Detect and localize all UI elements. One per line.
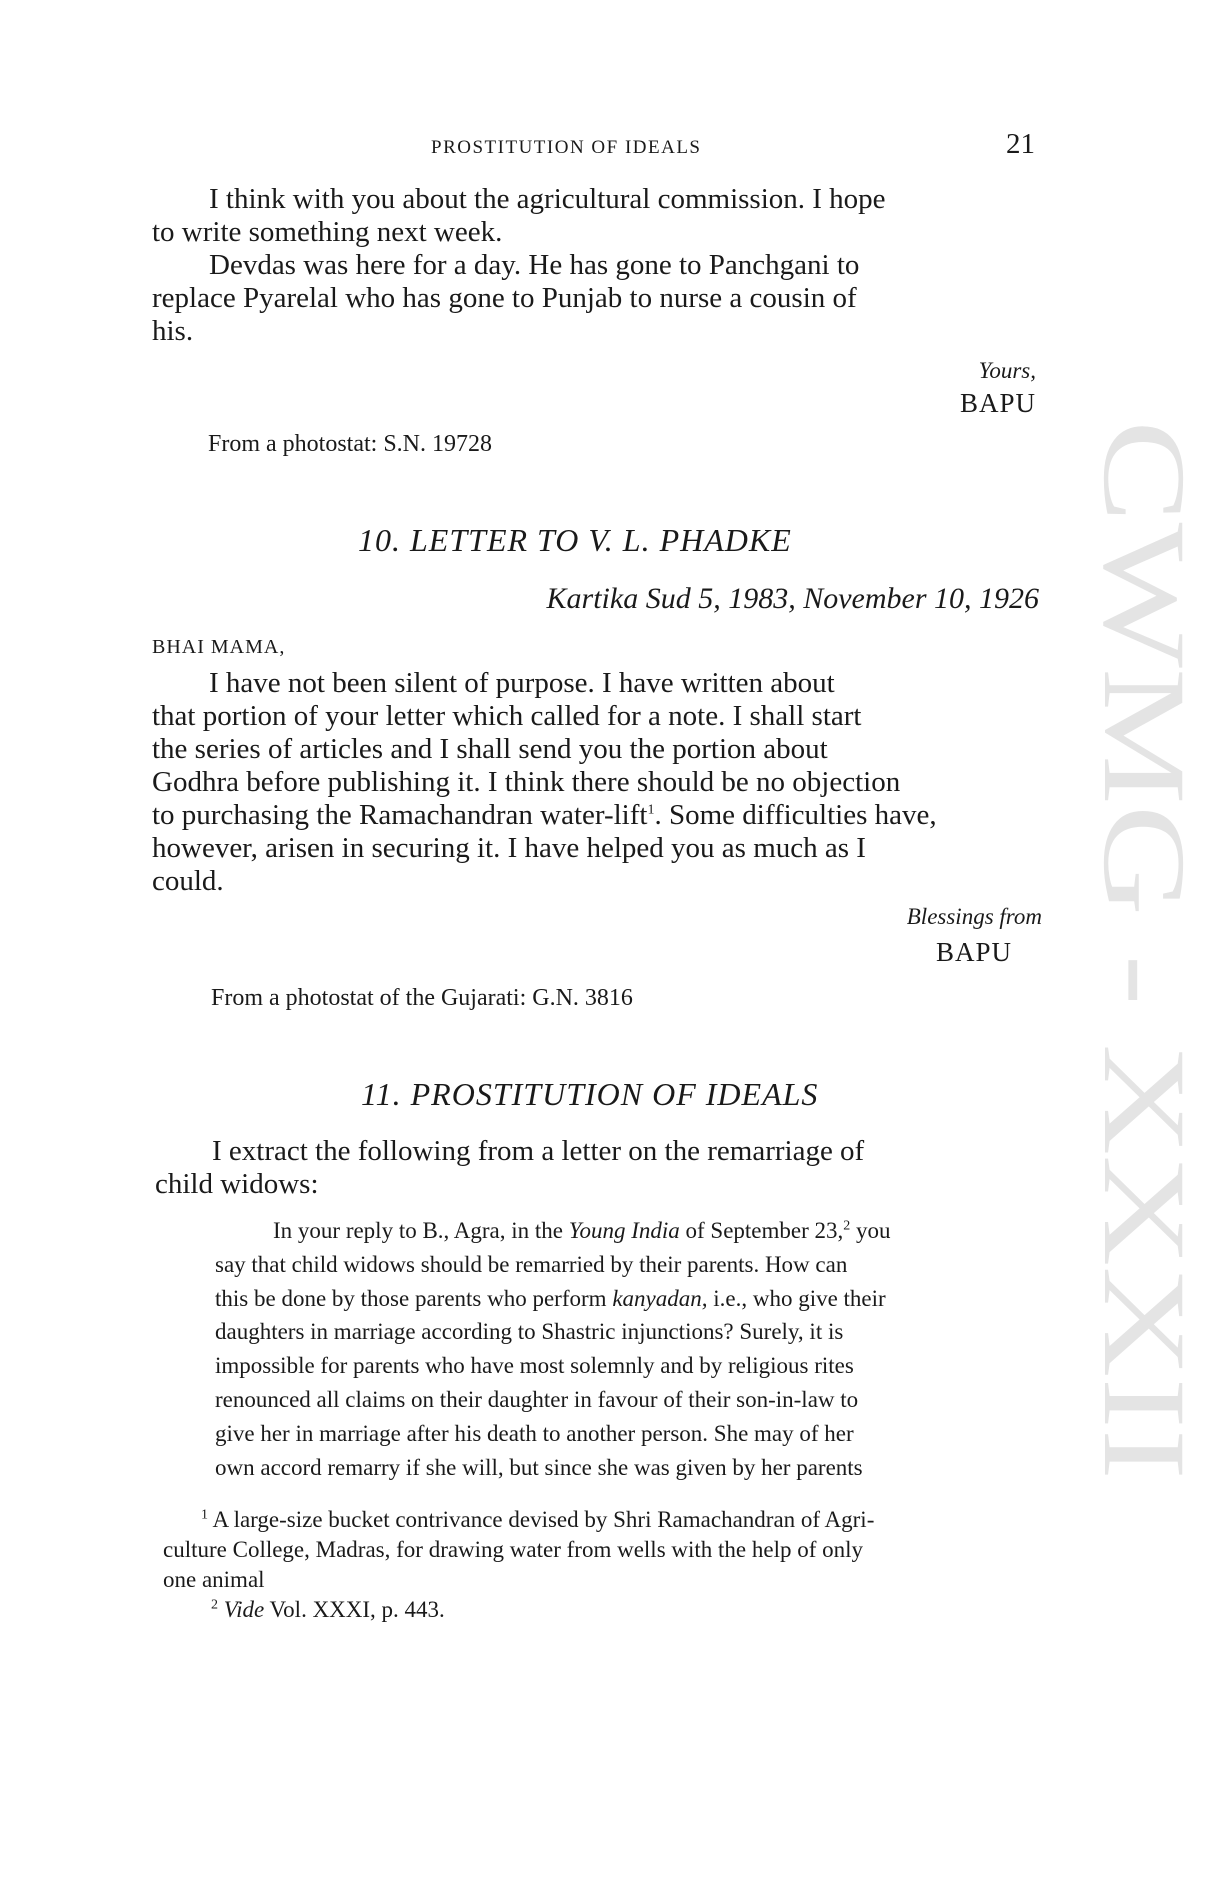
publication-title: Young India bbox=[568, 1218, 680, 1243]
footnotes bbox=[163, 1505, 1055, 1625]
running-title: PROSTITUTION OF IDEALS bbox=[431, 137, 702, 158]
signature-bapu: BAPU bbox=[959, 388, 1036, 418]
text-line: his. bbox=[152, 315, 194, 347]
text-segment: Vol. XXXI, p. 443. bbox=[264, 1597, 445, 1622]
text-line: say that child widows should be remarried by their parents. How can bbox=[215, 1251, 848, 1277]
closing-yours: Yours, bbox=[978, 358, 1036, 383]
signature-bapu: BAPU bbox=[935, 937, 1012, 967]
text-line: Devdas was here for a day. He has gone to Panchgani to bbox=[209, 249, 860, 281]
text-line: the series of articles and I shall send you the portion about bbox=[152, 733, 828, 765]
text-segment: In your reply to B., Agra, in the bbox=[273, 1218, 569, 1243]
previous-letter-text bbox=[152, 183, 1038, 348]
text-line: that portion of your letter which called for a note. I shall start bbox=[152, 700, 862, 732]
text-line: give her in marriage after his death to another person. She may of her bbox=[215, 1420, 854, 1446]
text-line: impossible for parents who have most solemnly and by religious rites bbox=[215, 1353, 854, 1379]
dateline: Kartika Sud 5, 1983, November 10, 1926 bbox=[546, 582, 1039, 615]
text-line bbox=[215, 1214, 1049, 1248]
text-segment: of September 23, bbox=[679, 1218, 844, 1243]
footnote-marker: 2 bbox=[843, 1218, 851, 1234]
text-line: Godhra before publishing it. I think there should be no objection bbox=[152, 766, 901, 798]
source-note: From a photostat of the Gujarati: G.N. 3816 bbox=[211, 985, 633, 1011]
source-note: From a photostat: S.N. 19728 bbox=[208, 431, 493, 457]
text-line bbox=[152, 799, 1042, 832]
text-line: own accord remarry if she will, but since she was given by her parents bbox=[215, 1454, 863, 1480]
text-line: to write something next week. bbox=[152, 216, 503, 248]
footnote-line bbox=[163, 1595, 1055, 1625]
text-line: replace Pyarelal who has gone to Punjab to nurse a cousin of bbox=[152, 282, 857, 314]
text-line: I have not been silent of purpose. I have written about bbox=[209, 667, 835, 699]
text-segment: to purchasing the Ramachandran water-lift bbox=[152, 799, 648, 831]
text-line: could. bbox=[152, 865, 224, 897]
footnote-marker: 1 bbox=[647, 802, 655, 818]
block-quote bbox=[215, 1214, 1049, 1484]
text-segment: i.e., who give their bbox=[707, 1285, 886, 1311]
letter-body bbox=[152, 667, 1042, 898]
footnote-marker: 2 bbox=[211, 1597, 218, 1613]
footnote-line: one animal bbox=[163, 1567, 265, 1592]
text-line: renounced all claims on their daughter in favour of their son-in-law to bbox=[215, 1386, 859, 1412]
footnote-line bbox=[163, 1505, 1055, 1535]
article-heading: 11. PROSTITUTION OF IDEALS bbox=[361, 1076, 819, 1112]
closing-blessings: Blessings from bbox=[906, 904, 1042, 929]
text-line: child widows: bbox=[155, 1168, 319, 1200]
text-segment: A large-size bucket contrivance devised by Shri Ramachandran of Agri- bbox=[208, 1507, 875, 1532]
italic-term: kanyadan, bbox=[612, 1285, 708, 1311]
article-intro bbox=[155, 1135, 1047, 1201]
text-segment: this be done by those parents who perform bbox=[215, 1285, 613, 1311]
text-line: daughters in marriage according to Shastric injunctions? Surely, it is bbox=[215, 1319, 844, 1345]
text-line bbox=[215, 1282, 1049, 1316]
text-segment: you bbox=[850, 1218, 891, 1243]
salutation: BHAI MAMA, bbox=[152, 636, 286, 658]
footnote-marker: 1 bbox=[201, 1507, 208, 1523]
text-line: I extract the following from a letter on the remarriage of bbox=[212, 1135, 865, 1167]
page-number: 21 bbox=[1006, 128, 1035, 160]
text-segment: . Some difficulties have, bbox=[654, 799, 937, 831]
footnote-line: culture College, Madras, for drawing water from wells with the help of only bbox=[163, 1537, 864, 1562]
italic-term: Vide bbox=[223, 1597, 265, 1622]
watermark-text: CWMG - XXXII bbox=[1079, 420, 1210, 1233]
letter-heading: 10. LETTER TO V. L. PHADKE bbox=[358, 522, 792, 558]
text-line: however, arisen in securing it. I have helped you as much as I bbox=[152, 832, 866, 864]
text-line: I think with you about the agricultural commission. I hope bbox=[209, 183, 886, 215]
